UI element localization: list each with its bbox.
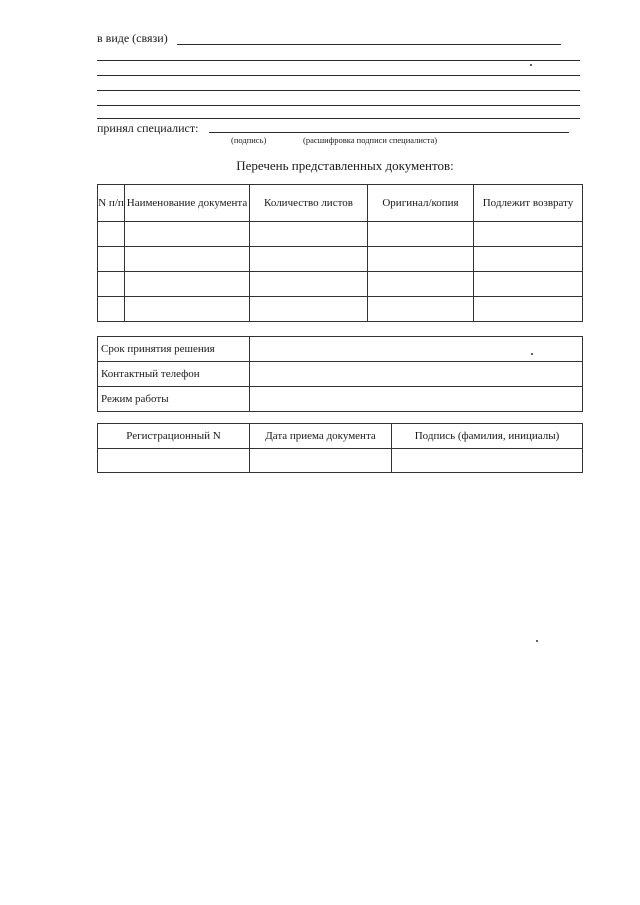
blank-line[interactable] — [97, 75, 580, 76]
contact-phone-field[interactable] — [250, 362, 583, 387]
table-row — [98, 449, 583, 473]
registration-number-field[interactable] — [98, 449, 250, 473]
receipt-date-field[interactable] — [250, 449, 392, 473]
communication-field[interactable] — [177, 44, 561, 45]
blank-line[interactable] — [97, 60, 580, 61]
table-cell[interactable] — [368, 297, 474, 322]
table-cell[interactable] — [98, 272, 125, 297]
table-row — [98, 247, 583, 272]
registration-table — [97, 423, 583, 473]
column-header: Дата приема документа — [250, 424, 392, 449]
table-row — [98, 272, 583, 297]
work-hours-label: Режим работы — [98, 387, 250, 412]
signature-field[interactable] — [392, 449, 583, 473]
column-header: Наименование документа — [125, 185, 250, 222]
info-table — [97, 336, 583, 412]
table-cell[interactable] — [474, 247, 583, 272]
table-cell[interactable] — [368, 272, 474, 297]
blank-line[interactable] — [97, 90, 580, 91]
table-cell[interactable] — [474, 297, 583, 322]
table-cell[interactable] — [250, 247, 368, 272]
table-cell[interactable] — [368, 222, 474, 247]
decoding-caption: (расшифровка подписи специалиста) — [303, 135, 438, 145]
documents-title: Перечень представленных документов: — [236, 158, 454, 173]
table-row — [98, 337, 583, 362]
table-cell[interactable] — [368, 247, 474, 272]
column-header: Количество листов — [250, 185, 368, 222]
table-cell[interactable] — [125, 222, 250, 247]
table-cell[interactable] — [474, 222, 583, 247]
scan-speck — [536, 640, 538, 642]
column-header: Оригинал/копия — [368, 185, 474, 222]
blank-line[interactable] — [97, 118, 580, 119]
column-header: N п/п — [98, 185, 125, 222]
scan-speck — [530, 64, 532, 66]
table-row — [98, 222, 583, 247]
specialist-label: принял специалист: — [97, 121, 199, 135]
table-cell[interactable] — [250, 222, 368, 247]
specialist-signature-field[interactable] — [209, 132, 569, 133]
table-row — [98, 362, 583, 387]
scan-speck — [531, 353, 533, 355]
table-row — [98, 387, 583, 412]
decision-term-field[interactable] — [250, 337, 583, 362]
communication-label: в виде (связи) — [97, 31, 168, 45]
table-cell[interactable] — [98, 247, 125, 272]
column-header: Подлежит возврату — [474, 185, 583, 222]
table-cell[interactable] — [125, 247, 250, 272]
work-hours-field[interactable] — [250, 387, 583, 412]
documents-table — [97, 184, 583, 322]
table-cell[interactable] — [250, 272, 368, 297]
column-header: Подпись (фамилия, инициалы) — [392, 424, 583, 449]
table-cell[interactable] — [474, 272, 583, 297]
table-cell[interactable] — [98, 297, 125, 322]
contact-phone-label: Контактный телефон — [98, 362, 250, 387]
registration-header-row — [98, 424, 583, 449]
table-cell[interactable] — [250, 297, 368, 322]
column-header: Регистрационный N — [98, 424, 250, 449]
blank-line[interactable] — [97, 105, 580, 106]
signature-caption: (подпись) — [231, 135, 267, 145]
table-cell[interactable] — [125, 297, 250, 322]
table-cell[interactable] — [125, 272, 250, 297]
table-row — [98, 297, 583, 322]
decision-term-label: Срок принятия решения — [98, 337, 250, 362]
table-cell[interactable] — [98, 222, 125, 247]
documents-header-row — [98, 185, 583, 222]
